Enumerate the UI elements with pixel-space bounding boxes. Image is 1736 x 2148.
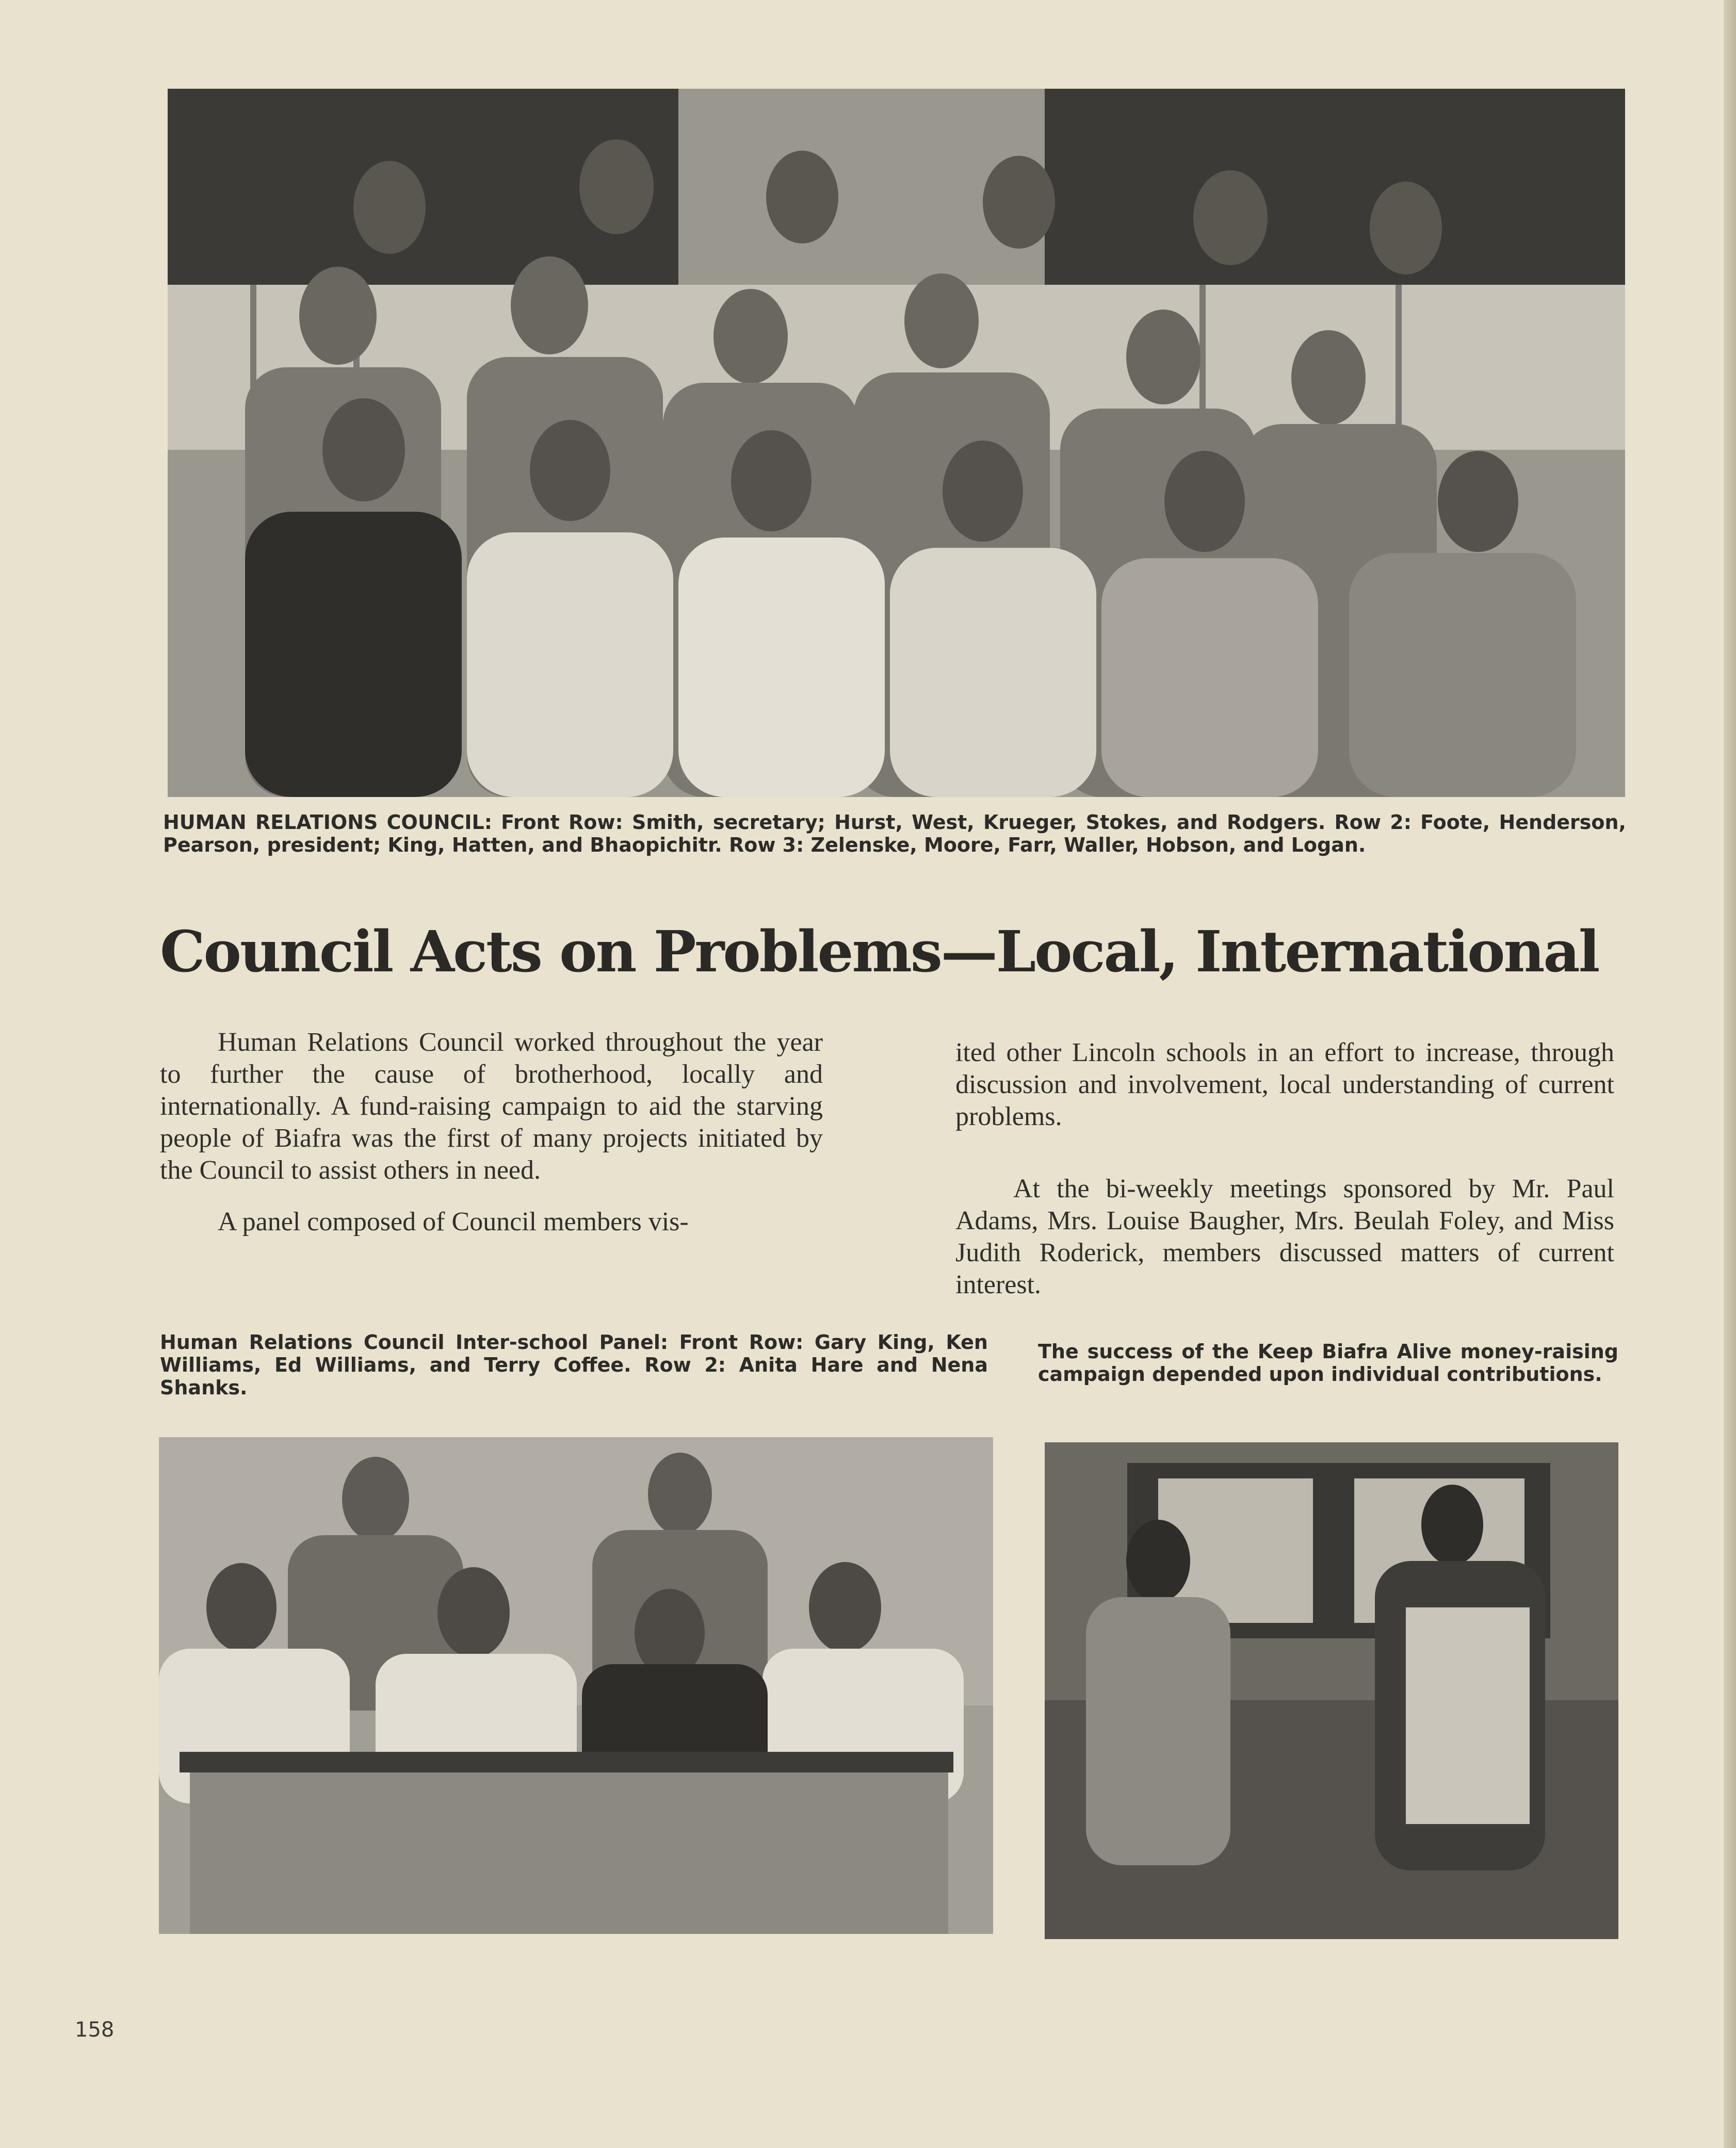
page-edge (1724, 0, 1736, 2148)
council-photo-caption: HUMAN RELATIONS COUNCIL: Front Row: Smith, secretary; Hurst, West, Krueger, Stokes, and Rodgers. Row 2: Foote, Henderson, Pearson, president; King, Hatten, and Bhaopichitr. Row 3: Zelenske, Moore, Farr, Waller, Hobson, and Logan. (163, 811, 1626, 856)
article-paragraph: Human Relations Council worked throughout the year to further the cause of brotherhood, locally and internationally. A fund-raising campaign to aid the starving people of Biafra was the first of many projects initiated by the Council to assist others in need. (160, 1028, 823, 1185)
article-left-column (160, 1027, 823, 1258)
article-headline: Council Acts on Problems—Local, International (160, 918, 1599, 985)
campaign-photo (1045, 1442, 1618, 1939)
campaign-photo-caption: The success of the Keep Biafra Alive money-raising campaign depended upon individual contributions. (1038, 1340, 1618, 1386)
article-paragraph: At the bi-weekly meetings sponsored by Mr. Paul Adams, Mrs. Louise Baugher, Mrs. Beulah Foley, and Miss Judith Roderick, members discussed matters of current interest. (955, 1174, 1614, 1299)
panel-photo (159, 1437, 993, 1934)
council-group-photo (168, 89, 1625, 797)
article-paragraph: A panel composed of Council members vis- (218, 1207, 689, 1236)
page-number: 158 (75, 2018, 115, 2042)
article-paragraph: ited other Lincoln schools in an effort to increase, through discussion and involvement, local understanding of current problems. (955, 1038, 1614, 1131)
article-right-column (955, 1037, 1614, 1321)
panel-photo-caption: Human Relations Council Inter-school Panel: Front Row: Gary King, Ken Williams, Ed Williams, and Terry Coffee. Row 2: Anita Hare and Nena Shanks. (160, 1331, 988, 1399)
